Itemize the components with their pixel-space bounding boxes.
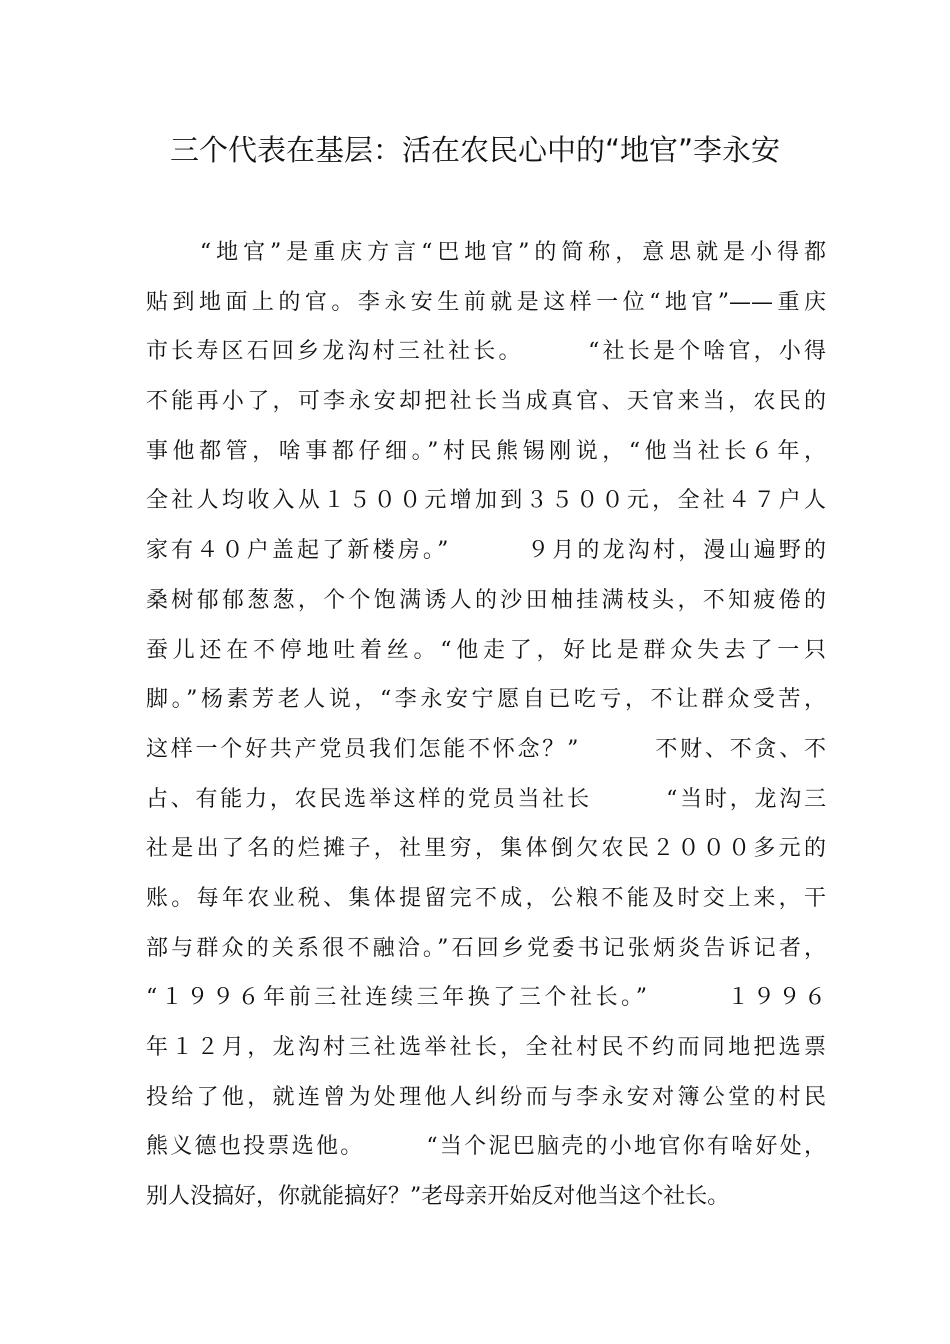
body-line-11: 这样一个好共产党员我们怎能不怀念？” 不财、不贪、不: [146, 736, 826, 762]
body-line-2: 贴到地面上的官。李永安生前就是这样一位“地官”——重庆: [146, 289, 826, 315]
body-line-1: “地官”是重庆方言“巴地官”的简称，意思就是小得都: [146, 240, 826, 265]
body-line-13: 社是出了名的烂摊子，社里穷，集体倒欠农民２０００多元的: [146, 836, 826, 862]
article-body: [146, 228, 826, 1222]
body-line-15: 部与群众的关系很不融洽。”石回乡党委书记张炳炎告诉记者，: [146, 935, 826, 961]
body-line-14: 账。每年农业税、集体提留完不成，公粮不能及时交上来，干: [146, 885, 826, 911]
body-line-16: “１９９６年前三社连续三年换了三个社长。” １９９６: [146, 985, 826, 1011]
body-line-7: 家有４０户盖起了新楼房。” ９月的龙沟村，漫山遍野的: [146, 538, 826, 564]
body-line-3: 市长寿区石回乡龙沟村三社社长。 “社长是个啥官，小得: [146, 339, 826, 365]
body-line-9: 蚕儿还在不停地吐着丝。“他走了，好比是群众失去了一只: [146, 637, 826, 663]
body-line-4: 不能再小了，可李永安却把社长当成真官、天官来当，农民的: [146, 389, 826, 415]
body-line-5: 事他都管，啥事都仔细。”村民熊锡刚说，“他当社长６年，: [146, 438, 826, 464]
document-title: 三个代表在基层：活在农民心中的“地官”李永安: [169, 133, 781, 167]
body-line-6: 全社人均收入从１５００元增加到３５００元，全社４７户人: [146, 488, 826, 514]
body-line-12: 占、有能力，农民选举这样的党员当社长 “当时，龙沟三: [146, 786, 826, 812]
body-line-19: 熊义德也投票选他。 “当个泥巴脑壳的小地官你有啥好处，: [146, 1134, 826, 1160]
body-line-18: 投给了他，就连曾为处理他人纠纷而与李永安对簿公堂的村民: [146, 1084, 826, 1110]
body-line-17: 年１２月，龙沟村三社选举社长，全社村民不约而同地把选票: [146, 1035, 826, 1060]
body-line-10: 脚。”杨素芳老人说，“李永安宁愿自已吃亏，不让群众受苦，: [146, 687, 826, 713]
body-line-20: 别人没搞好，你就能搞好？”老母亲开始反对他当这个社长。: [146, 1184, 730, 1210]
body-line-8: 桑树郁郁葱葱，个个饱满诱人的沙田柚挂满枝头，不知疲倦的: [146, 587, 826, 613]
